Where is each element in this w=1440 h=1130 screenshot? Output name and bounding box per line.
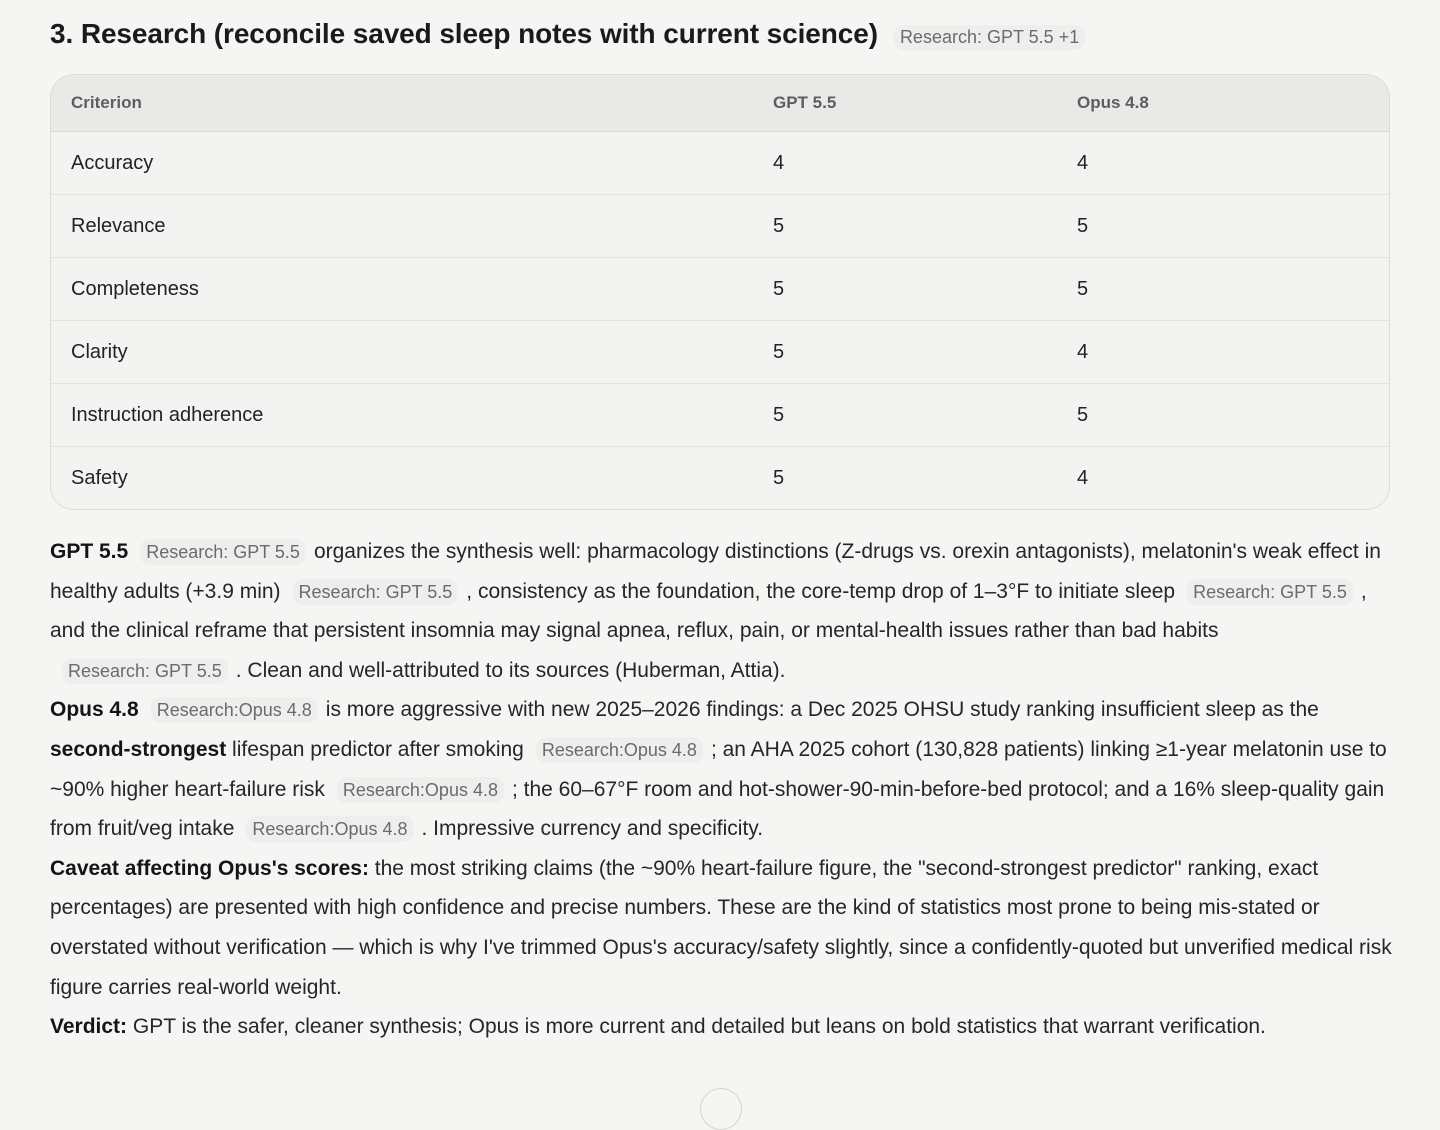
verdict-paragraph <box>50 1007 1395 1047</box>
paragraph-text: organizes the synthesis well: pharmacology distinctions (Z-drugs vs. orexin antagonists), melatonin's weak effect in healthy adults (+3.9 min) <box>50 540 1381 603</box>
opus-score-cell: 5 <box>1057 195 1390 258</box>
citation-chip[interactable]: Research: GPT 5.5 <box>293 579 459 605</box>
table-row <box>51 321 1390 384</box>
verdict-label: Verdict: <box>50 1015 128 1039</box>
citation-chip[interactable]: Research: GPT 5.5 <box>140 539 306 565</box>
paragraph-text: GPT is the safer, cleaner synthesis; Opus is more current and detailed but leans on bold statistics that warrant verification. <box>132 1015 1266 1039</box>
table-row <box>51 132 1390 195</box>
paragraph-text: is more aggressive with new 2025–2026 findings: a Dec 2025 OHSU study ranking insufficient sleep as the <box>325 698 1319 722</box>
analysis-text <box>50 532 1395 1047</box>
criterion-cell: Completeness <box>51 258 753 321</box>
gpt-paragraph <box>50 532 1395 690</box>
section-title: 3. Research (reconcile saved sleep notes with current science) <box>50 18 878 49</box>
table-row <box>51 258 1390 321</box>
column-header-gpt: GPT 5.5 <box>753 75 1057 132</box>
citation-chip[interactable]: Research: GPT 5.5 +1 <box>894 25 1085 50</box>
table-row <box>51 447 1390 510</box>
criterion-cell: Relevance <box>51 195 753 258</box>
caveat-label: Caveat affecting Opus's scores: <box>50 856 369 880</box>
gpt-score-cell: 5 <box>753 384 1057 447</box>
research-section <box>50 0 1390 1047</box>
citation-chip[interactable]: Research:Opus 4.8 <box>151 697 318 723</box>
citation-chip[interactable]: Research: GPT 5.5 <box>62 658 228 684</box>
opus-score-cell: 5 <box>1057 258 1390 321</box>
table-row <box>51 195 1390 258</box>
paragraph-text: . Impressive currency and specificity. <box>421 817 764 841</box>
gpt-score-cell: 4 <box>753 132 1057 195</box>
criterion-cell: Accuracy <box>51 132 753 195</box>
gpt-score-cell: 5 <box>773 466 785 489</box>
paragraph-text: , and the clinical reframe that persistent insomnia may signal apnea, reflux, pain, or mental-health issues rather than bad habits <box>50 579 1367 643</box>
citation-chip[interactable]: Research:Opus 4.8 <box>337 777 504 803</box>
citation-chip[interactable]: Research:Opus 4.8 <box>246 816 413 842</box>
section-header <box>50 18 1390 62</box>
caveat-paragraph <box>50 849 1395 1007</box>
paragraph-text: lifespan predictor after smoking <box>232 737 524 761</box>
citation-chip[interactable]: Research:Opus 4.8 <box>536 737 703 763</box>
scores-table <box>50 74 1390 510</box>
emphasis-text: second-strongest <box>50 737 227 761</box>
gpt-score-cell: 5 <box>753 195 1057 258</box>
opus-score-cell: 4 <box>1077 466 1089 489</box>
opus-score-cell: 4 <box>1057 321 1390 384</box>
citation-chip[interactable]: Research: GPT 5.5 <box>1187 579 1353 605</box>
opus-score-cell: 4 <box>1057 132 1390 195</box>
paragraph-text: . Clean and well-attributed to its sources (Huberman, Attia). <box>235 658 786 682</box>
paragraph-text: ; an AHA 2025 cohort (130,828 patients) linking ≥1-year melatonin use to ~90% higher heart-failure risk <box>50 737 1387 801</box>
paragraph-text: , consistency as the foundation, the core-temp drop of 1–3°F to initiate sleep <box>466 579 1176 603</box>
gpt-score-cell: 5 <box>753 258 1057 321</box>
opus-paragraph <box>50 690 1395 848</box>
paragraph-text: the most striking claims (the ~90% heart-failure figure, the "second-strongest predictor" ranking, exact percentages) are presented with high confidence and precise numbers. These are the kind of statistics most prone to being mis-stated or overstated without verification — which is why I've trimmed Opus's accuracy/safety slightly, since a confidently-quoted but unverified medical risk figure carries real-world weight. <box>50 856 1392 999</box>
criterion-cell: Safety <box>71 466 128 489</box>
gpt-label: GPT 5.5 <box>50 540 129 563</box>
criterion-cell: Clarity <box>51 321 753 384</box>
criterion-cell: Instruction adherence <box>51 384 753 447</box>
scroll-down-button[interactable] <box>700 1088 742 1130</box>
table-row <box>51 384 1390 447</box>
table-header-row <box>51 75 1390 132</box>
column-header-criterion: Criterion <box>51 75 753 132</box>
gpt-score-cell: 5 <box>753 321 1057 384</box>
column-header-opus: Opus 4.8 <box>1057 75 1390 132</box>
opus-score-cell: 5 <box>1057 384 1390 447</box>
paragraph-text: ; the 60–67°F room and hot-shower-90-min-before-bed protocol; and a 16% sleep-quality gain from fruit/veg intake <box>50 777 1385 841</box>
opus-label: Opus 4.8 <box>50 698 139 722</box>
